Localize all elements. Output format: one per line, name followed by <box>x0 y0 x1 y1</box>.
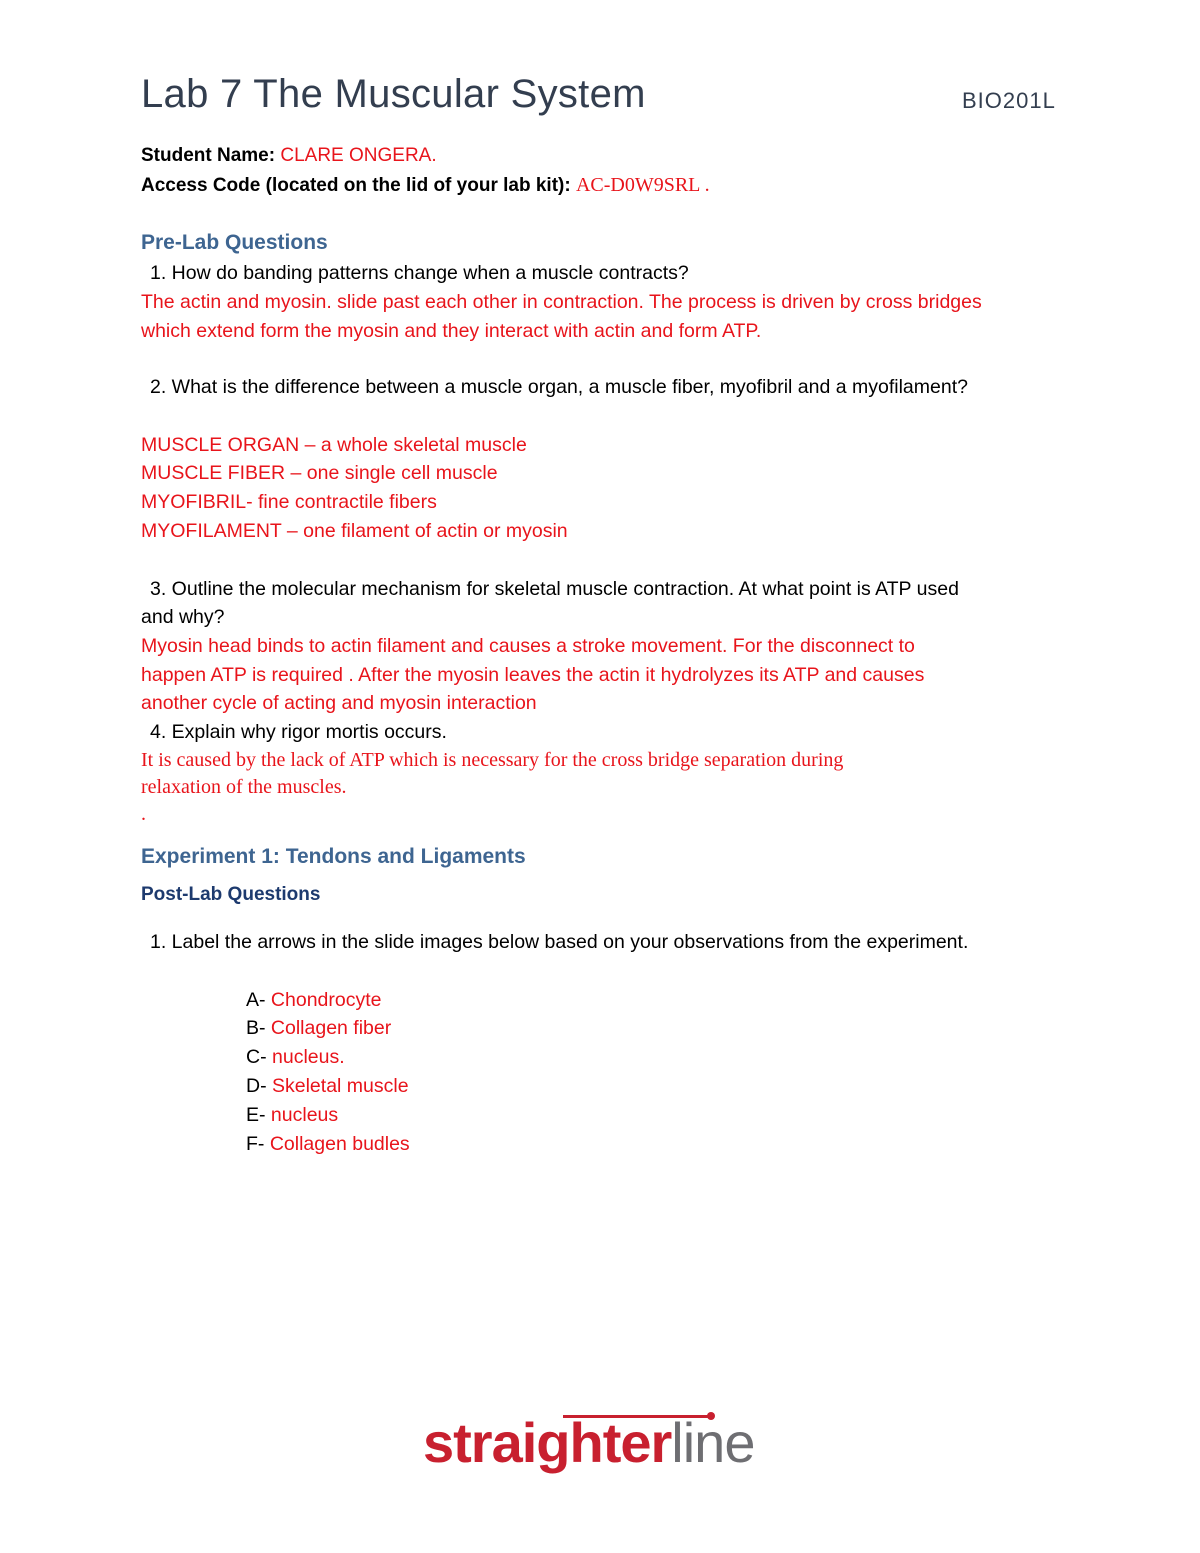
prelab-q4-answer-line-3: . <box>141 803 146 825</box>
access-code-row <box>141 174 710 197</box>
prelab-q4-answer-line-1: It is caused by the lack of ATP which is necessary for the cross bridge separation during <box>141 749 844 771</box>
label-letter: E- <box>246 1104 266 1126</box>
prelab-q3-answer-line-1: Myosin head binds to actin filament and causes a stroke movement. For the disconnect to <box>141 635 915 657</box>
prelab-heading: Pre-Lab Questions <box>141 231 328 254</box>
label-answer: Chondrocyte <box>270 989 382 1011</box>
label-letter: F- <box>246 1133 265 1155</box>
label-row-a <box>246 989 382 1012</box>
prelab-q3-answer-line-2: happen ATP is required . After the myosin leaves the actin it hydrolyzes its ATP and causes <box>141 664 925 686</box>
postlab-q1-question: 1. Label the arrows in the slide images below based on your observations from the experiment. <box>150 931 969 953</box>
prelab-q2-answer-line-1: MUSCLE ORGAN – a whole skeletal muscle <box>141 434 527 456</box>
access-code-value: AC-D0W9SRL . <box>575 174 710 196</box>
prelab-q2-answer-line-4: MYOFILAMENT – one filament of actin or myosin <box>141 520 568 542</box>
logo-strong-text: straighter <box>423 1411 672 1474</box>
prelab-q4-question: 4. Explain why rigor mortis occurs. <box>150 721 447 743</box>
label-answer: Collagen budles <box>269 1133 410 1155</box>
prelab-q3-question-line-1: 3. Outline the molecular mechanism for skeletal muscle contraction. At what point is ATP used <box>150 578 959 600</box>
prelab-q1-answer-line-2: which extend form the myosin and they interact with actin and form ATP. <box>141 320 762 342</box>
label-answer: nucleus. <box>272 1046 345 1068</box>
prelab-q3-answer-line-3: another cycle of acting and myosin interaction <box>141 692 537 714</box>
student-name-label: Student Name: <box>141 145 276 166</box>
label-row-d <box>246 1075 409 1098</box>
postlab-heading: Post-Lab Questions <box>141 884 321 905</box>
label-letter: B- <box>246 1017 266 1039</box>
label-answer: nucleus <box>270 1104 339 1126</box>
course-code: BIO201L <box>962 88 1056 113</box>
prelab-q2-answer-line-3: MYOFIBRIL- fine contractile fibers <box>141 491 437 513</box>
label-row-e <box>246 1104 338 1127</box>
label-letter: D- <box>246 1075 267 1097</box>
straighterline-logo <box>423 1410 754 1475</box>
label-row-b <box>246 1017 391 1040</box>
prelab-q2-question: 2. What is the difference between a muscle organ, a muscle fiber, myofibril and a myofilament? <box>150 376 968 398</box>
prelab-q4-answer-line-2: relaxation of the muscles. <box>141 776 347 798</box>
label-answer: Skeletal muscle <box>272 1075 409 1097</box>
prelab-q2-answer-line-2: MUSCLE FIBER – one single cell muscle <box>141 462 498 484</box>
prelab-q1-answer-line-1: The actin and myosin. slide past each other in contraction. The process is driven by cross bridges <box>141 291 982 313</box>
logo-light-text: line <box>671 1411 755 1474</box>
access-code-label: Access Code (located on the lid of your lab kit): <box>141 175 571 196</box>
student-name-value: CLARE ONGERA. <box>280 145 437 166</box>
experiment1-heading: Experiment 1: Tendons and Ligaments <box>141 845 526 868</box>
prelab-q1-question: 1. How do banding patterns change when a muscle contracts? <box>150 262 689 284</box>
label-letter: C- <box>246 1046 267 1068</box>
label-row-f <box>246 1133 410 1156</box>
page-title: Lab 7 The Muscular System <box>141 72 646 116</box>
prelab-q3-question-line-2: and why? <box>141 606 225 628</box>
label-row-c <box>246 1046 345 1069</box>
label-letter: A- <box>246 989 266 1011</box>
label-answer: Collagen fiber <box>270 1017 392 1039</box>
student-name-row <box>141 145 437 167</box>
